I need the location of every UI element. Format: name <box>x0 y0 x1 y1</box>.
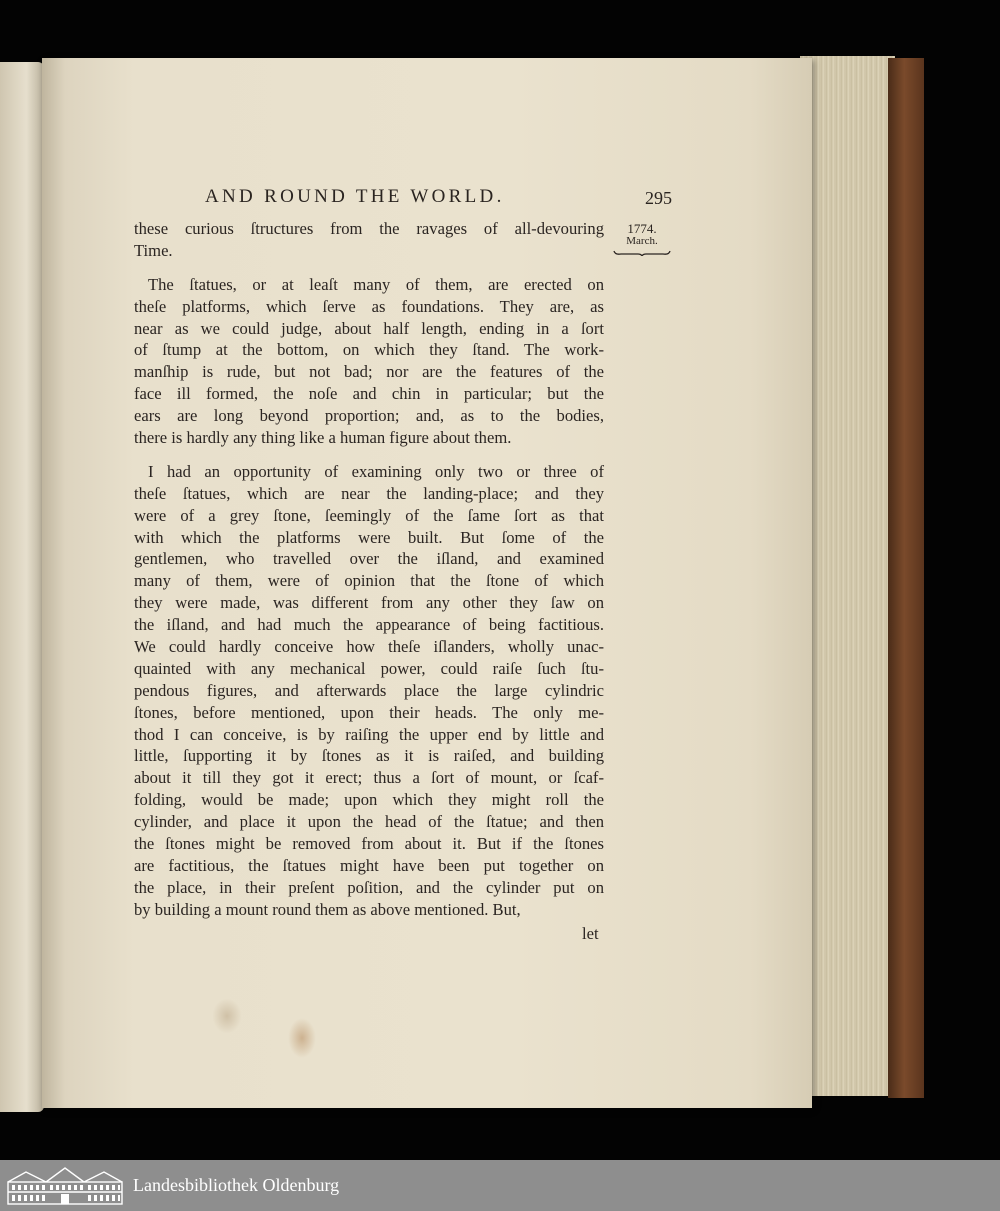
water-stain <box>288 1018 316 1058</box>
text-line: Time. <box>134 240 173 260</box>
text-line: little, ſupporting it by ſtones as it is raiſed, and building <box>134 746 604 766</box>
leather-cover <box>888 58 924 1098</box>
text-line: ſtones, before mentioned, upon their heads. The only me- <box>134 702 604 722</box>
library-building-logo-icon <box>6 1166 124 1206</box>
text-line: manſhip is rude, but not bad; nor are the features of the <box>134 362 604 382</box>
text-line: of ſtump at the bottom, on which they ſtand. The work- <box>134 340 604 360</box>
text-line: the ſtones might be removed from about it. But if the ſtones <box>134 834 604 854</box>
text-line: many of them, were of opinion that the ſtone of which <box>134 571 604 591</box>
institution-name: Landesbibliothek Oldenburg <box>133 1175 340 1195</box>
body-text <box>134 218 604 933</box>
text-line: thod I can conceive, is by raiſing the upper end by little and <box>134 724 604 744</box>
text-line: theſe platforms, which ſerve as foundations. They are, as <box>134 296 604 316</box>
text-line: gentlemen, who travelled over the iſland, and examined <box>134 549 604 569</box>
paragraph <box>134 218 604 262</box>
text-line: theſe ſtatues, which are near the landing-place; and they <box>134 483 604 503</box>
page-block-edges <box>800 56 895 1096</box>
text-line: face ill formed, the noſe and chin in particular; but the <box>134 384 604 404</box>
page-header <box>205 186 675 212</box>
page-number: 295 <box>645 188 672 208</box>
paragraph <box>134 274 604 449</box>
running-head: AND ROUND THE WORLD. <box>205 186 505 207</box>
text-line: there is hardly any thing like a human figure about them. <box>134 428 512 448</box>
text-line: were of a grey ſtone, ſeemingly of the ſame ſort as that <box>134 505 604 525</box>
catchword: let <box>582 924 599 943</box>
text-line: I had an opportunity of examining only two or three of <box>148 461 604 481</box>
left-page-edge <box>0 62 44 1112</box>
text-line: quainted with any mechanical power, could raiſe ſuch ſtu- <box>134 658 604 678</box>
margin-month: March. <box>626 235 658 247</box>
text-line: are factitious, the ſtatues might have been put together on <box>134 855 604 875</box>
text-line: folding, would be made; upon which they might roll the <box>134 790 604 810</box>
text-line: these curious ſtructures from the ravages of all-devouring <box>134 219 604 238</box>
text-line: The ſtatues, or at leaſt many of them, are erected on <box>148 274 604 294</box>
text-line: about it till they got it erect; thus a ſort of mount, or ſcaf- <box>134 768 604 788</box>
text-line: with which the platforms were built. But ſome of the <box>134 527 604 547</box>
margin-date-note <box>612 222 672 256</box>
text-line: they were made, was different from any other they ſaw on <box>134 593 604 613</box>
water-stain <box>212 998 242 1034</box>
text-line: the iſland, and had much the appearance of being factitious. <box>134 615 604 635</box>
text-line: ears are long beyond proportion; and, as to the bodies, <box>134 406 604 426</box>
footer-bar <box>0 1160 1000 1211</box>
text-line: near as we could judge, about half length, ending in a ſort <box>134 318 604 338</box>
text-line: by building a mount round them as above mentioned. But, <box>134 899 521 919</box>
text-line: pendous figures, and afterwards place the large cylindric <box>134 680 604 700</box>
text-line: cylinder, and place it upon the head of the ſtatue; and then <box>134 812 604 832</box>
text-line: We could hardly conceive how theſe iſlanders, wholly unac- <box>134 637 604 657</box>
text-line: the place, in their preſent poſition, and the cylinder put on <box>134 877 604 897</box>
margin-brace-icon <box>613 250 671 256</box>
paragraph <box>134 461 604 921</box>
margin-year: 1774. <box>627 221 657 236</box>
